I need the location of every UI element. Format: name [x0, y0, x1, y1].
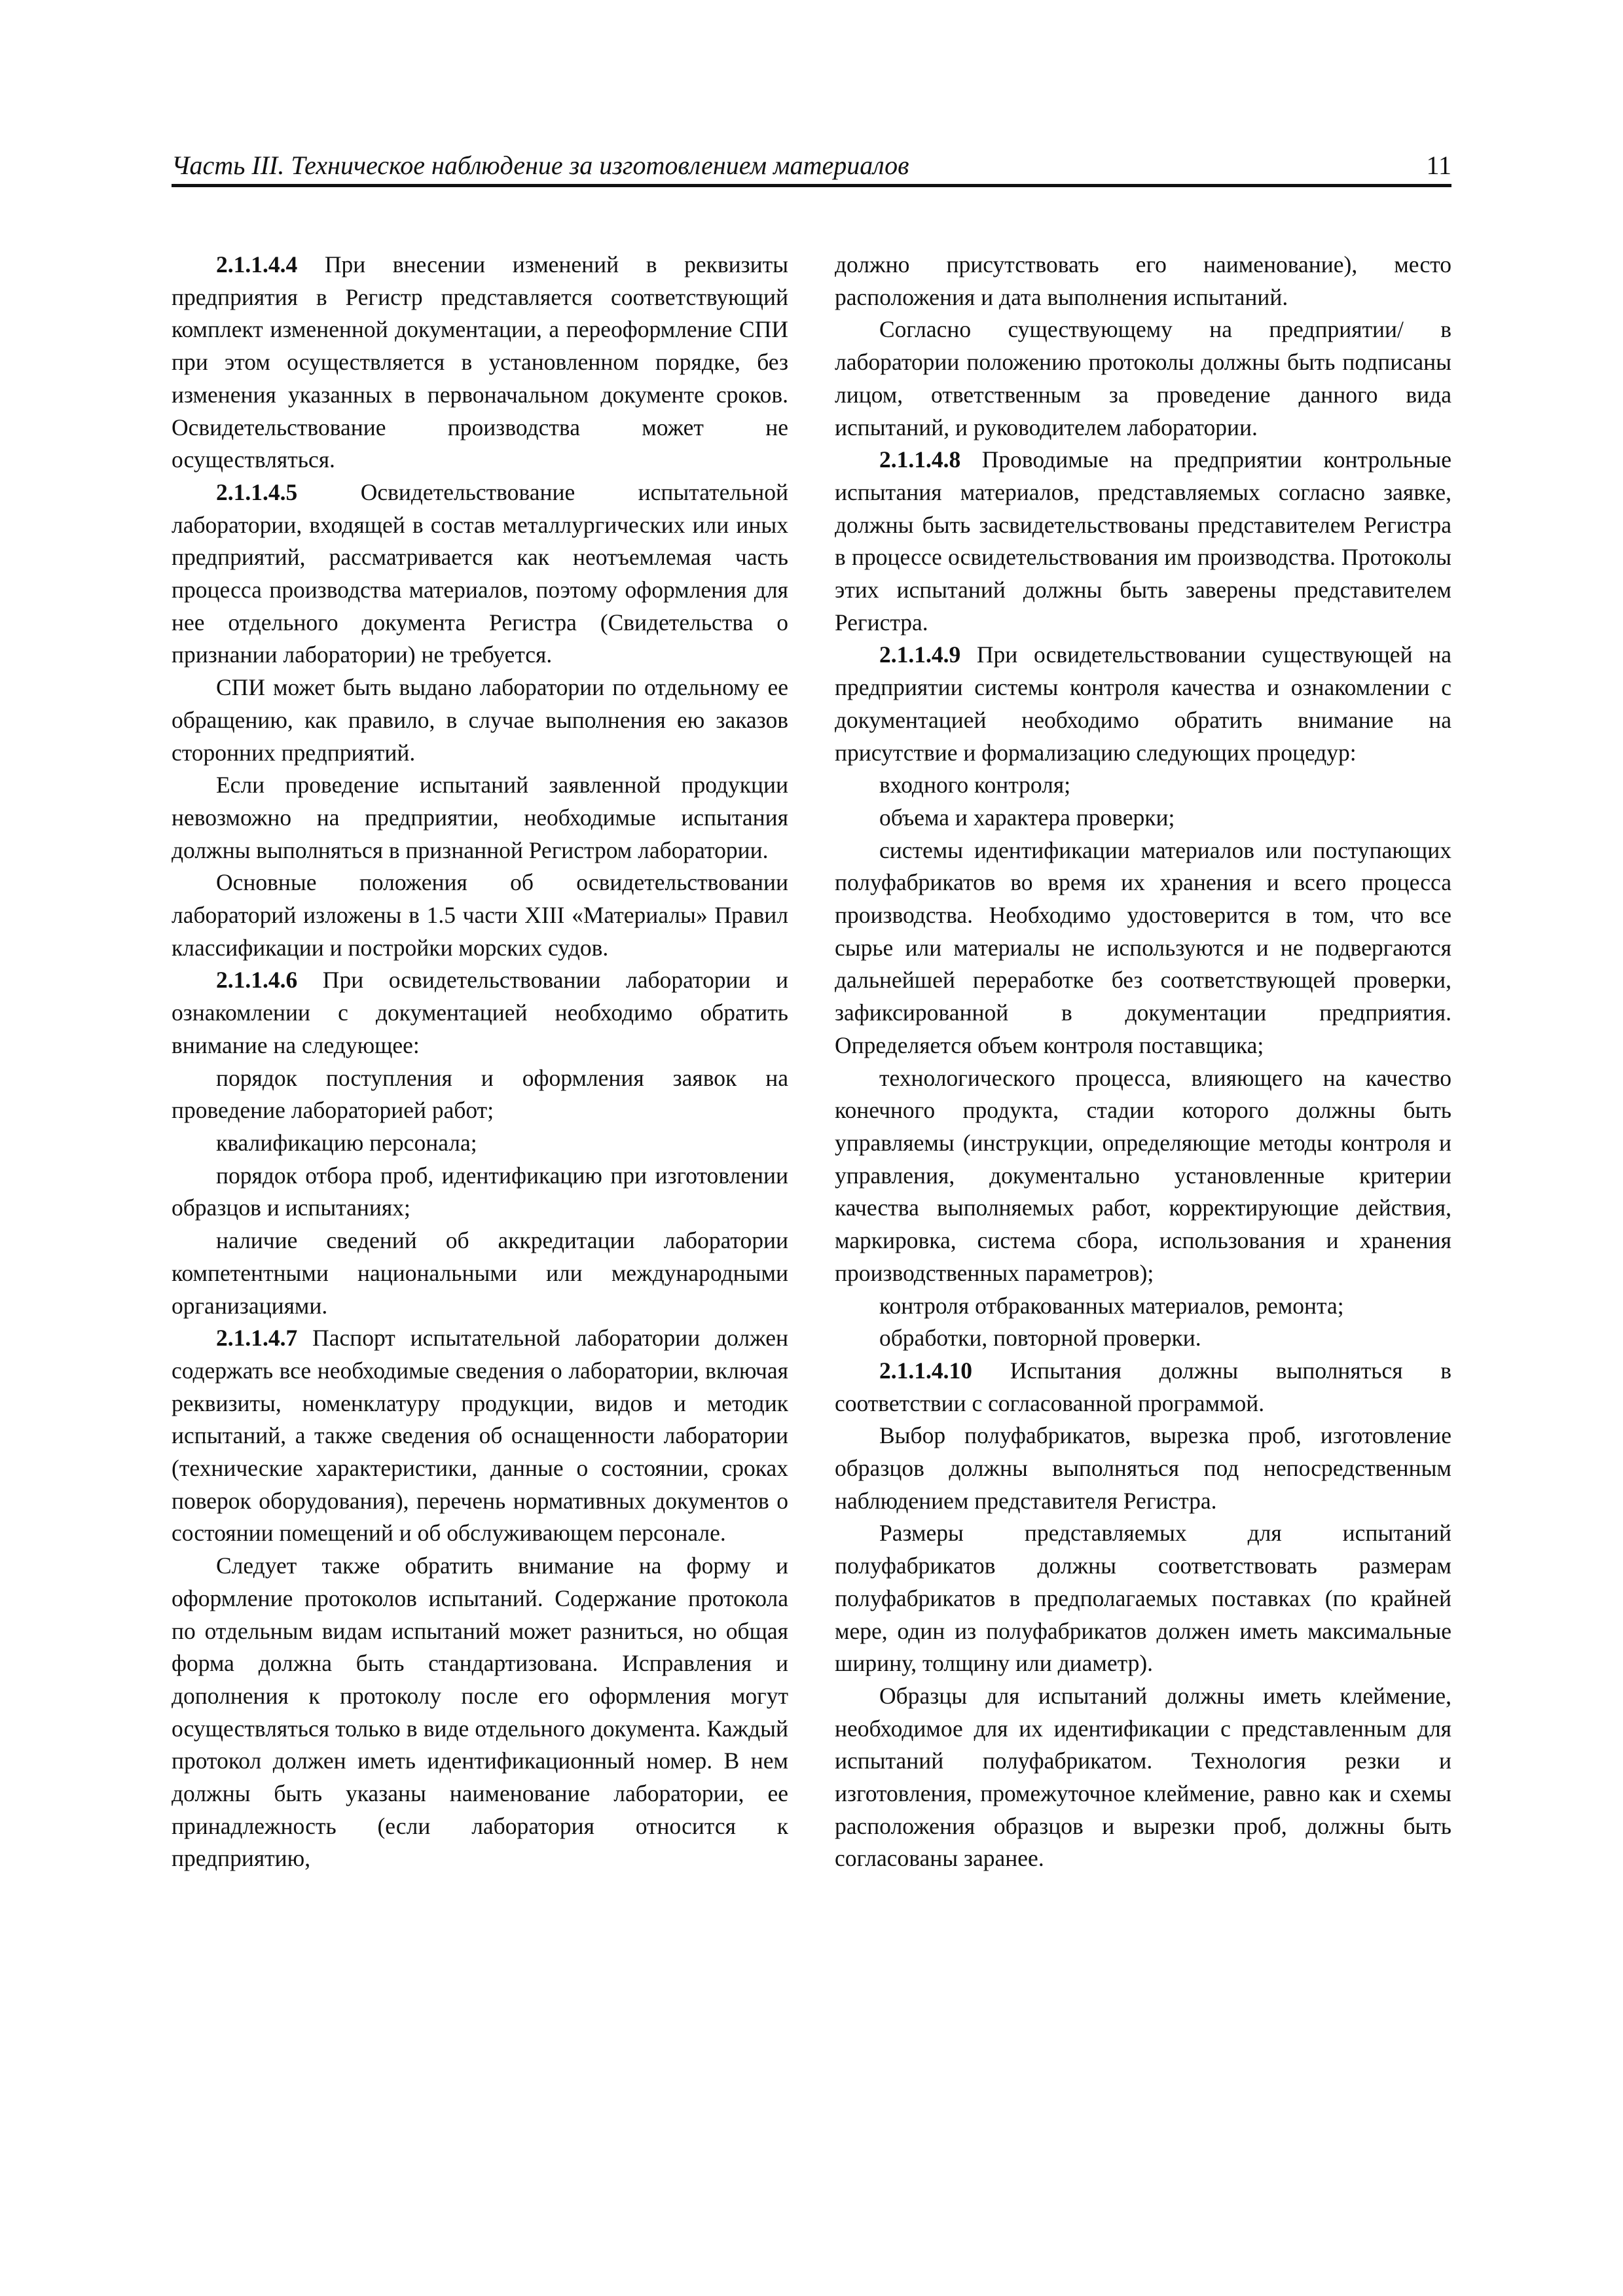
clause-number: 2.1.1.4.4	[216, 251, 298, 278]
paragraph-text: квалификацию персонала;	[216, 1129, 477, 1156]
clause-number: 2.1.1.4.9	[879, 641, 961, 668]
paragraph-text: Основные положения об освидетельствовании лабораторий изложены в 1.5 части XIII «Материалы» Правил классификации и постройки морских судов.	[172, 869, 788, 961]
list-item	[835, 1322, 1451, 1355]
paragraph-text: объема и характера проверки;	[879, 804, 1175, 831]
list-item	[835, 1290, 1451, 1323]
paragraph-text: порядок поступления и оформления заявок на проведение лабораторией работ;	[172, 1064, 788, 1124]
list-item	[835, 802, 1451, 834]
running-title: Часть III. Техническое наблюдение за изготовлением материалов	[172, 151, 909, 180]
paragraph-text: Размеры представляемых для испытаний полуфабрикатов должны соответствовать размерам полуфабрикатов в предполагаемых поставках (по крайней мере, один из полуфабрикатов должен иметь максимальные ширину, толщину или диаметр).	[835, 1520, 1451, 1677]
paragraph	[835, 1420, 1451, 1517]
paragraph	[172, 672, 788, 769]
list-item	[835, 1062, 1451, 1290]
running-header	[172, 141, 1451, 187]
list-item	[172, 1225, 788, 1322]
paragraph-text: Проводимые на предприятии контрольные испытания материалов, представляемых согласно заявке, должны быть засвидетельствованы представителем Регистра в процессе освидетельствования им производства. Протоколы этих испытаний должны быть заверены представителем Регистра.	[835, 446, 1451, 636]
paragraph-text: Выбор полуфабрикатов, вырезка проб, изготовление образцов должны выполняться под непосредственным наблюдением представителя Регистра.	[835, 1422, 1451, 1514]
paragraph	[172, 1322, 788, 1550]
paragraph-text: порядок отбора проб, идентификацию при изготовлении образцов и испытаниях;	[172, 1162, 788, 1221]
paragraph	[835, 639, 1451, 769]
paragraph-continuation	[835, 249, 1451, 314]
list-item	[835, 834, 1451, 1062]
paragraph	[835, 1680, 1451, 1875]
clause-number: 2.1.1.4.6	[216, 967, 298, 994]
paragraph	[835, 1355, 1451, 1420]
paragraph	[172, 476, 788, 672]
paragraph-text: При освидетельствовании существующей на предприятии системы контроля качества и ознакомлении с документацией необходимо обратить внимание на присутствие и формализацию следующих процедур:	[835, 641, 1451, 766]
left-column	[172, 249, 788, 2121]
paragraph	[835, 444, 1451, 639]
list-item	[172, 1127, 788, 1160]
paragraph	[172, 769, 788, 867]
paragraph	[835, 1517, 1451, 1680]
paragraph-text: Освидетельствование испытательной лаборатории, входящей в состав металлургических или иных предприятий, рассматривается как неотъемлемая часть процесса производства материалов, поэтому оформления для нее отдельного документа Регистра (Свидетельства о признании лаборатории) не требуется.	[172, 478, 788, 668]
paragraph-text: Паспорт испытательной лаборатории должен содержать все необходимые сведения о лаборатории, включая реквизиты, номенклатуру продукции, видов и методик испытаний, а также сведения об оснащенности лаборатории (технические характеристики, данные о состоянии, сроках поверок оборудования), перечень нормативных документов о состоянии помещений и об обслуживающем персонале.	[172, 1325, 788, 1547]
paragraph-text: Если проведение испытаний заявленной продукции невозможно на предприятии, необходимые испытания должны выполняться в признанной Регистром лаборатории.	[172, 772, 788, 863]
clause-number: 2.1.1.4.7	[216, 1325, 298, 1352]
clause-number: 2.1.1.4.5	[216, 478, 298, 505]
paragraph-text: СПИ может быть выдано лаборатории по отдельному ее обращению, как правило, в случае выполнения ею заказов сторонних предприятий.	[172, 674, 788, 766]
paragraph-text: Испытания должны выполняться в соответствии с согласованной программой.	[835, 1357, 1451, 1416]
paragraph	[172, 964, 788, 1062]
paragraph-text: системы идентификации материалов или поступающих полуфабрикатов во время их хранения и всего процесса производства. Необходимо удостоверится в том, что все сырье или материалы не используются и не подвергаются дальнейшей переработке без соответствующей проверки, зафиксированной в документации предприятия. Определяется объем контроля поставщика;	[835, 836, 1451, 1058]
clause-number: 2.1.1.4.8	[879, 446, 961, 473]
paragraph	[172, 867, 788, 964]
paragraph	[172, 249, 788, 476]
page-number: 11	[1426, 151, 1451, 180]
list-item	[172, 1062, 788, 1127]
right-column	[835, 249, 1451, 2121]
text-columns	[172, 249, 1451, 2121]
list-item	[172, 1160, 788, 1225]
paragraph-text: При освидетельствовании лаборатории и ознакомлении с документацией необходимо обратить внимание на следующее:	[172, 967, 788, 1058]
paragraph-text: наличие сведений об аккредитации лаборатории компетентными национальными или международными организациями.	[172, 1227, 788, 1319]
paragraph-text: Следует также обратить внимание на форму и оформление протоколов испытаний. Содержание протокола по отдельным видам испытаний может разниться, но общая форма должна быть стандартизована. Исправления и дополнения к протоколу после его оформления могут осуществляться только в виде отдельного документа. Каждый протокол должен иметь идентификационный номер. В нем должны быть указаны наименование лаборатории, ее принадлежность (если лаборатория относится к предприятию,	[172, 1552, 788, 1872]
paragraph-text: При внесении изменений в реквизиты предприятия в Регистр представляется соответствующий комплект измененной документации, а переоформление СПИ при этом осуществляется в установленном порядке, без изменения указанных в первоначальном документе сроков. Освидетельствование производства может не осуществляться.	[172, 251, 788, 473]
paragraph	[835, 314, 1451, 444]
paragraph-text: Согласно существующему на предприятии/ в лаборатории положению протоколы должны быть подписаны лицом, ответственным за проведение данного вида испытаний, и руководителем лаборатории.	[835, 316, 1451, 440]
paragraph-text: должно присутствовать его наименование), место расположения и дата выполнения испытаний.	[835, 251, 1451, 310]
paragraph-text: Образцы для испытаний должны иметь клеймение, необходимое для их идентификации с представленным для испытаний полуфабрикатом. Технология резки и изготовления, промежуточное клеймение, равно как и схемы расположения образцов и вырезки проб, должны быть согласованы заранее.	[835, 1682, 1451, 1872]
paragraph-text: входного контроля;	[879, 772, 1071, 798]
paragraph	[172, 1550, 788, 1875]
paragraph-text: контроля отбракованных материалов, ремонта;	[879, 1292, 1344, 1319]
list-item	[835, 769, 1451, 802]
paragraph-text: обработки, повторной проверки.	[879, 1325, 1201, 1352]
paragraph-text: технологического процесса, влияющего на качество конечного продукта, стадии которого должны быть управляемы (инструкции, определяющие методы контроля и управления, документально установленные критерии качества выполняемых работ, корректирующие действия, маркировка, система сбора, использования и хранения производственных параметров);	[835, 1064, 1451, 1286]
clause-number: 2.1.1.4.10	[879, 1357, 972, 1384]
